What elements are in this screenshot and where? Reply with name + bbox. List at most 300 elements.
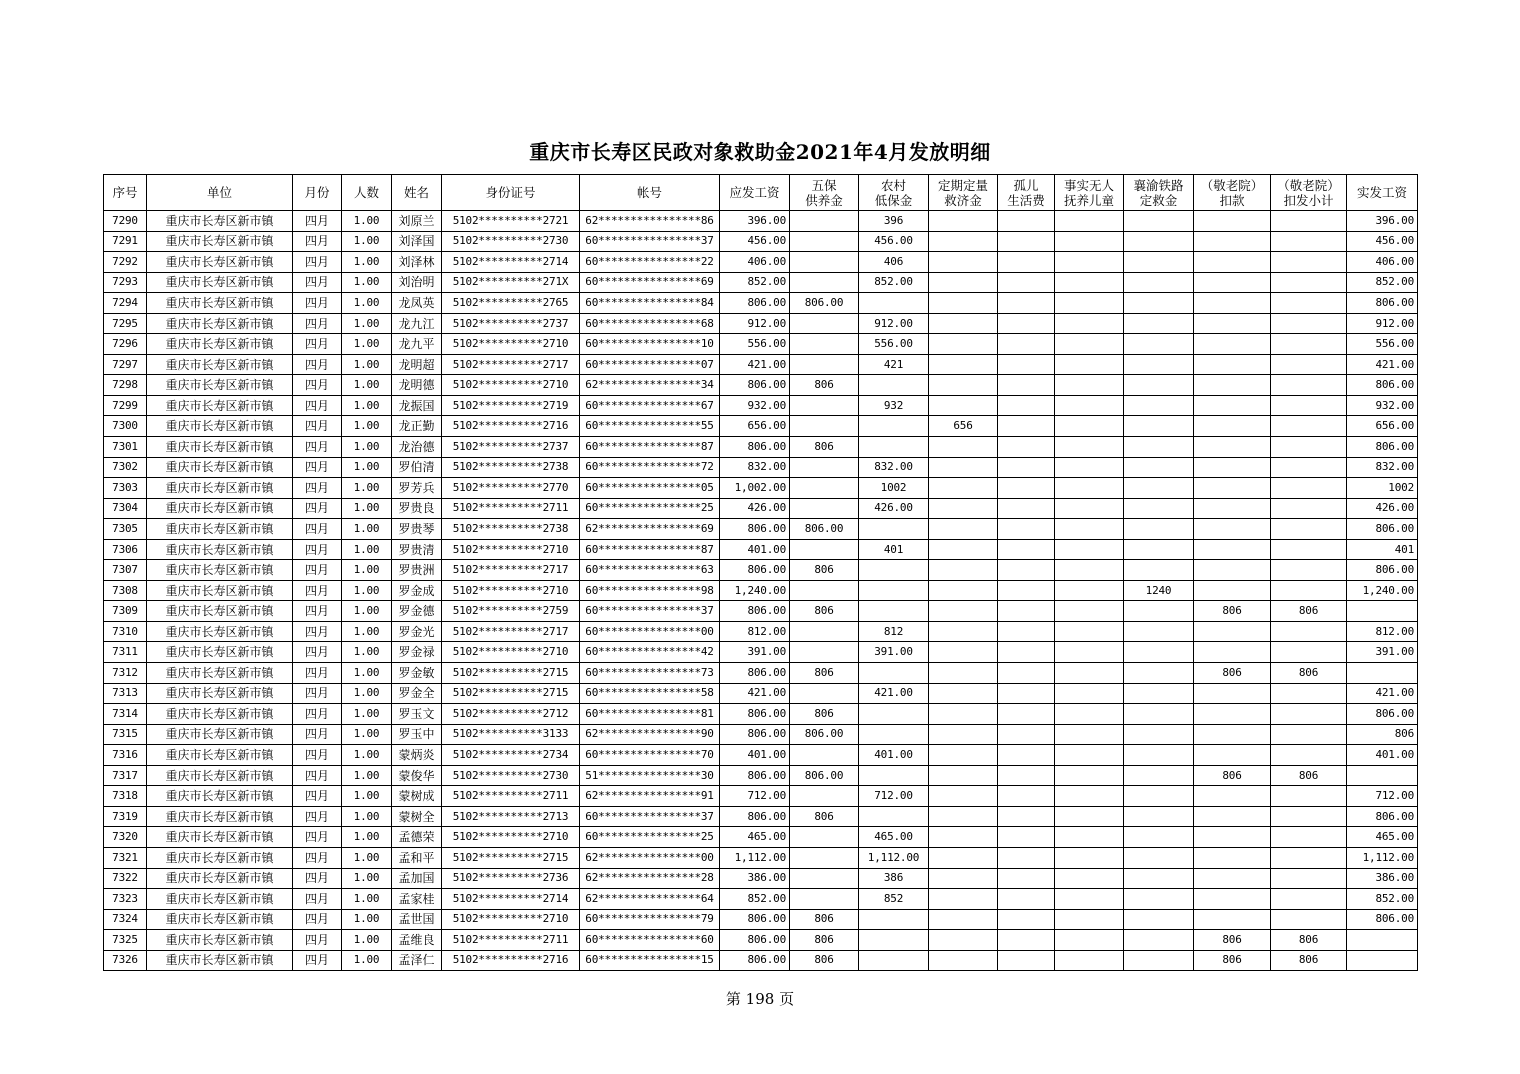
de-facto-unsupported-child-cell	[1055, 498, 1124, 519]
account-number-cell: 60****************22	[580, 252, 720, 273]
unit-cell: 重庆市长寿区新市镇	[147, 272, 293, 293]
rural-minimum-living-cell: 386	[859, 868, 929, 889]
name-cell: 孟和平	[392, 847, 442, 868]
account-number-cell: 60****************87	[580, 539, 720, 560]
nursing-home-deduction-cell	[1194, 313, 1271, 334]
five-guarantee-support-cell: 806	[790, 437, 859, 458]
column-header-line: 孤儿	[1013, 177, 1039, 193]
payable-amount-cell: 806.00	[720, 663, 790, 684]
unit-cell: 重庆市长寿区新市镇	[147, 231, 293, 252]
five-guarantee-support-cell	[790, 745, 859, 766]
nursing-home-deduction-cell	[1194, 806, 1271, 827]
nursing-home-deduction-cell: 806	[1194, 765, 1271, 786]
xiangyu-railway-relief-cell	[1124, 786, 1194, 807]
de-facto-unsupported-child-cell	[1055, 601, 1124, 622]
name-cell: 刘泽国	[392, 231, 442, 252]
de-facto-unsupported-child-cell	[1055, 889, 1124, 910]
regular-relief-cell	[929, 334, 998, 355]
account-number-cell: 62****************69	[580, 519, 720, 540]
payable-amount-cell: 391.00	[720, 642, 790, 663]
account-number-cell: 60****************58	[580, 683, 720, 704]
month-cell: 四月	[293, 375, 342, 396]
regular-relief-cell	[929, 457, 998, 478]
column-header-line: 单位	[206, 185, 232, 200]
rural-minimum-living-cell: 396	[859, 211, 929, 232]
five-guarantee-support-cell	[790, 498, 859, 519]
actual-payment-cell: 912.00	[1347, 313, 1418, 334]
nursing-home-withheld-subtotal-cell	[1271, 457, 1347, 478]
regular-relief-cell	[929, 272, 998, 293]
month-cell: 四月	[293, 519, 342, 540]
column-header-line: 应发工资	[729, 185, 780, 200]
actual-payment-cell: 421.00	[1347, 683, 1418, 704]
account-number-cell: 60****************67	[580, 395, 720, 416]
nursing-home-withheld-subtotal-cell	[1271, 395, 1347, 416]
month-cell: 四月	[293, 416, 342, 437]
de-facto-unsupported-child-cell	[1055, 847, 1124, 868]
month-cell: 四月	[293, 827, 342, 848]
payable-amount-cell: 426.00	[720, 498, 790, 519]
actual-payment-cell: 806.00	[1347, 437, 1418, 458]
de-facto-unsupported-child-cell	[1055, 231, 1124, 252]
xiangyu-railway-relief-cell	[1124, 519, 1194, 540]
de-facto-unsupported-child-cell	[1055, 354, 1124, 375]
name-cell: 罗玉中	[392, 724, 442, 745]
five-guarantee-support-cell	[790, 683, 859, 704]
month-cell: 四月	[293, 560, 342, 581]
five-guarantee-support-cell: 806	[790, 930, 859, 951]
orphan-living-cell	[998, 704, 1055, 725]
unit-cell: 重庆市长寿区新市镇	[147, 868, 293, 889]
month-cell: 四月	[293, 786, 342, 807]
nursing-home-withheld-subtotal-cell	[1271, 211, 1347, 232]
payable-amount-cell: 806.00	[720, 704, 790, 725]
column-header-line: 身份证号	[485, 185, 536, 200]
name-cell: 罗伯清	[392, 457, 442, 478]
regular-relief-cell	[929, 539, 998, 560]
xiangyu-railway-relief-cell	[1124, 601, 1194, 622]
name-cell: 刘原兰	[392, 211, 442, 232]
id-number-cell: 5102**********271X	[442, 272, 580, 293]
table-row	[104, 580, 1418, 601]
nursing-home-deduction-cell	[1194, 847, 1271, 868]
unit-cell: 重庆市长寿区新市镇	[147, 437, 293, 458]
five-guarantee-support-cell	[790, 786, 859, 807]
regular-relief-cell	[929, 252, 998, 273]
serial-no-cell: 7298	[104, 375, 147, 396]
id-number-cell: 5102**********2717	[442, 621, 580, 642]
table-row	[104, 827, 1418, 848]
payable-amount-cell: 421.00	[720, 354, 790, 375]
id-number-cell: 5102**********2730	[442, 231, 580, 252]
headcount-cell: 1.00	[342, 621, 392, 642]
five-guarantee-support-cell: 806	[790, 663, 859, 684]
id-number-cell: 5102**********2716	[442, 416, 580, 437]
account-number-cell: 60****************73	[580, 663, 720, 684]
five-guarantee-support-cell	[790, 827, 859, 848]
nursing-home-withheld-subtotal-cell: 806	[1271, 601, 1347, 622]
orphan-living-cell	[998, 683, 1055, 704]
table-row	[104, 724, 1418, 745]
regular-relief-cell	[929, 375, 998, 396]
column-header-line: 低保金	[874, 192, 913, 208]
unit-cell: 重庆市长寿区新市镇	[147, 519, 293, 540]
account-number-cell: 62****************90	[580, 724, 720, 745]
nursing-home-withheld-subtotal-cell	[1271, 498, 1347, 519]
five-guarantee-support-cell	[790, 252, 859, 273]
rural-minimum-living-cell	[859, 724, 929, 745]
month-cell: 四月	[293, 745, 342, 766]
month-cell: 四月	[293, 930, 342, 951]
id-number-cell: 5102**********2710	[442, 909, 580, 930]
nursing-home-deduction-cell: 806	[1194, 950, 1271, 971]
xiangyu-railway-relief-cell	[1124, 621, 1194, 642]
month-cell: 四月	[293, 683, 342, 704]
actual-payment-cell: 401	[1347, 539, 1418, 560]
account-number-cell: 60****************37	[580, 806, 720, 827]
nursing-home-deduction-cell	[1194, 272, 1271, 293]
serial-no-cell: 7304	[104, 498, 147, 519]
account-number-cell: 60****************00	[580, 621, 720, 642]
rural-minimum-living-cell: 852	[859, 889, 929, 910]
actual-payment-cell	[1347, 930, 1418, 951]
regular-relief-cell	[929, 847, 998, 868]
id-number-cell: 5102**********2738	[442, 519, 580, 540]
payable-amount-cell: 852.00	[720, 889, 790, 910]
column-header	[293, 175, 342, 211]
five-guarantee-support-cell	[790, 272, 859, 293]
payable-amount-cell: 812.00	[720, 621, 790, 642]
xiangyu-railway-relief-cell	[1124, 395, 1194, 416]
serial-no-cell: 7308	[104, 580, 147, 601]
xiangyu-railway-relief-cell	[1124, 334, 1194, 355]
headcount-cell: 1.00	[342, 847, 392, 868]
rural-minimum-living-cell	[859, 909, 929, 930]
serial-no-cell: 7301	[104, 437, 147, 458]
nursing-home-deduction-cell	[1194, 745, 1271, 766]
de-facto-unsupported-child-cell	[1055, 724, 1124, 745]
nursing-home-withheld-subtotal-cell: 806	[1271, 765, 1347, 786]
nursing-home-withheld-subtotal-cell	[1271, 683, 1347, 704]
serial-no-cell: 7311	[104, 642, 147, 663]
xiangyu-railway-relief-cell	[1124, 765, 1194, 786]
payable-amount-cell: 806.00	[720, 950, 790, 971]
headcount-cell: 1.00	[342, 395, 392, 416]
payable-amount-cell: 806.00	[720, 930, 790, 951]
payable-amount-cell: 456.00	[720, 231, 790, 252]
table-row	[104, 354, 1418, 375]
de-facto-unsupported-child-cell	[1055, 375, 1124, 396]
month-cell: 四月	[293, 889, 342, 910]
column-header	[790, 175, 859, 211]
id-number-cell: 5102**********3133	[442, 724, 580, 745]
column-header	[1271, 175, 1347, 211]
orphan-living-cell	[998, 909, 1055, 930]
serial-no-cell: 7313	[104, 683, 147, 704]
headcount-cell: 1.00	[342, 539, 392, 560]
actual-payment-cell: 1,240.00	[1347, 580, 1418, 601]
serial-no-cell: 7295	[104, 313, 147, 334]
de-facto-unsupported-child-cell	[1055, 334, 1124, 355]
serial-no-cell: 7303	[104, 478, 147, 499]
name-cell: 蒙树全	[392, 806, 442, 827]
payable-amount-cell: 806.00	[720, 765, 790, 786]
serial-no-cell: 7296	[104, 334, 147, 355]
rural-minimum-living-cell	[859, 704, 929, 725]
payable-amount-cell: 465.00	[720, 827, 790, 848]
account-number-cell: 51****************30	[580, 765, 720, 786]
orphan-living-cell	[998, 560, 1055, 581]
name-cell: 蒙炳炎	[392, 745, 442, 766]
orphan-living-cell	[998, 930, 1055, 951]
headcount-cell: 1.00	[342, 293, 392, 314]
column-header	[929, 175, 998, 211]
id-number-cell: 5102**********2714	[442, 889, 580, 910]
regular-relief-cell	[929, 519, 998, 540]
actual-payment-cell: 656.00	[1347, 416, 1418, 437]
unit-cell: 重庆市长寿区新市镇	[147, 724, 293, 745]
unit-cell: 重庆市长寿区新市镇	[147, 354, 293, 375]
nursing-home-deduction-cell	[1194, 395, 1271, 416]
name-cell: 孟泽仁	[392, 950, 442, 971]
column-header	[998, 175, 1055, 211]
table-row	[104, 252, 1418, 273]
rural-minimum-living-cell: 556.00	[859, 334, 929, 355]
id-number-cell: 5102**********2714	[442, 252, 580, 273]
nursing-home-deduction-cell	[1194, 683, 1271, 704]
actual-payment-cell: 852.00	[1347, 272, 1418, 293]
unit-cell: 重庆市长寿区新市镇	[147, 252, 293, 273]
five-guarantee-support-cell: 806.00	[790, 765, 859, 786]
rural-minimum-living-cell	[859, 950, 929, 971]
nursing-home-withheld-subtotal-cell: 806	[1271, 663, 1347, 684]
id-number-cell: 5102**********2738	[442, 457, 580, 478]
name-cell: 龙振国	[392, 395, 442, 416]
payable-amount-cell: 852.00	[720, 272, 790, 293]
name-cell: 龙九平	[392, 334, 442, 355]
orphan-living-cell	[998, 724, 1055, 745]
nursing-home-deduction-cell	[1194, 827, 1271, 848]
headcount-cell: 1.00	[342, 437, 392, 458]
account-number-cell: 60****************37	[580, 601, 720, 622]
name-cell: 龙九江	[392, 313, 442, 334]
rural-minimum-living-cell: 426.00	[859, 498, 929, 519]
unit-cell: 重庆市长寿区新市镇	[147, 601, 293, 622]
rural-minimum-living-cell: 912.00	[859, 313, 929, 334]
account-number-cell: 60****************68	[580, 313, 720, 334]
xiangyu-railway-relief-cell	[1124, 211, 1194, 232]
rural-minimum-living-cell	[859, 293, 929, 314]
account-number-cell: 60****************98	[580, 580, 720, 601]
five-guarantee-support-cell	[790, 539, 859, 560]
account-number-cell: 62****************64	[580, 889, 720, 910]
table-row	[104, 765, 1418, 786]
regular-relief-cell	[929, 478, 998, 499]
account-number-cell: 62****************00	[580, 847, 720, 868]
month-cell: 四月	[293, 601, 342, 622]
de-facto-unsupported-child-cell	[1055, 437, 1124, 458]
payable-amount-cell: 932.00	[720, 395, 790, 416]
five-guarantee-support-cell	[790, 395, 859, 416]
table-row	[104, 272, 1418, 293]
rural-minimum-living-cell: 465.00	[859, 827, 929, 848]
headcount-cell: 1.00	[342, 457, 392, 478]
table-row	[104, 663, 1418, 684]
name-cell: 龙治德	[392, 437, 442, 458]
nursing-home-withheld-subtotal-cell	[1271, 745, 1347, 766]
nursing-home-deduction-cell	[1194, 560, 1271, 581]
unit-cell: 重庆市长寿区新市镇	[147, 827, 293, 848]
nursing-home-withheld-subtotal-cell	[1271, 806, 1347, 827]
regular-relief-cell	[929, 621, 998, 642]
xiangyu-railway-relief-cell	[1124, 827, 1194, 848]
regular-relief-cell	[929, 211, 998, 232]
actual-payment-cell: 806.00	[1347, 375, 1418, 396]
column-header	[1194, 175, 1271, 211]
account-number-cell: 60****************81	[580, 704, 720, 725]
nursing-home-deduction-cell	[1194, 786, 1271, 807]
xiangyu-railway-relief-cell	[1124, 478, 1194, 499]
actual-payment-cell: 386.00	[1347, 868, 1418, 889]
orphan-living-cell	[998, 395, 1055, 416]
month-cell: 四月	[293, 457, 342, 478]
headcount-cell: 1.00	[342, 827, 392, 848]
id-number-cell: 5102**********2716	[442, 950, 580, 971]
month-cell: 四月	[293, 498, 342, 519]
xiangyu-railway-relief-cell	[1124, 252, 1194, 273]
nursing-home-withheld-subtotal-cell	[1271, 519, 1347, 540]
id-number-cell: 5102**********2737	[442, 437, 580, 458]
orphan-living-cell	[998, 745, 1055, 766]
table-row	[104, 395, 1418, 416]
headcount-cell: 1.00	[342, 868, 392, 889]
id-number-cell: 5102**********2710	[442, 539, 580, 560]
account-number-cell: 60****************37	[580, 231, 720, 252]
unit-cell: 重庆市长寿区新市镇	[147, 889, 293, 910]
xiangyu-railway-relief-cell	[1124, 231, 1194, 252]
actual-payment-cell: 806	[1347, 724, 1418, 745]
nursing-home-deduction-cell: 806	[1194, 663, 1271, 684]
de-facto-unsupported-child-cell	[1055, 478, 1124, 499]
nursing-home-withheld-subtotal-cell	[1271, 827, 1347, 848]
unit-cell: 重庆市长寿区新市镇	[147, 909, 293, 930]
nursing-home-withheld-subtotal-cell	[1271, 580, 1347, 601]
id-number-cell: 5102**********2715	[442, 683, 580, 704]
headcount-cell: 1.00	[342, 601, 392, 622]
unit-cell: 重庆市长寿区新市镇	[147, 539, 293, 560]
column-header-line: 扣款	[1219, 192, 1245, 208]
five-guarantee-support-cell: 806.00	[790, 293, 859, 314]
payable-amount-cell: 656.00	[720, 416, 790, 437]
five-guarantee-support-cell	[790, 334, 859, 355]
orphan-living-cell	[998, 334, 1055, 355]
id-number-cell: 5102**********2710	[442, 642, 580, 663]
orphan-living-cell	[998, 293, 1055, 314]
unit-cell: 重庆市长寿区新市镇	[147, 580, 293, 601]
name-cell: 龙正勤	[392, 416, 442, 437]
name-cell: 孟家桂	[392, 889, 442, 910]
month-cell: 四月	[293, 395, 342, 416]
xiangyu-railway-relief-cell	[1124, 457, 1194, 478]
headcount-cell: 1.00	[342, 663, 392, 684]
id-number-cell: 5102**********2715	[442, 663, 580, 684]
nursing-home-deduction-cell	[1194, 231, 1271, 252]
headcount-cell: 1.00	[342, 416, 392, 437]
nursing-home-deduction-cell	[1194, 478, 1271, 499]
rural-minimum-living-cell: 1,112.00	[859, 847, 929, 868]
regular-relief-cell	[929, 745, 998, 766]
five-guarantee-support-cell: 806	[790, 704, 859, 725]
five-guarantee-support-cell	[790, 478, 859, 499]
column-header	[342, 175, 392, 211]
headcount-cell: 1.00	[342, 765, 392, 786]
payable-amount-cell: 806.00	[720, 806, 790, 827]
column-header	[720, 175, 790, 211]
payable-amount-cell: 386.00	[720, 868, 790, 889]
table-row	[104, 313, 1418, 334]
payable-amount-cell: 1,002.00	[720, 478, 790, 499]
nursing-home-withheld-subtotal-cell	[1271, 642, 1347, 663]
five-guarantee-support-cell: 806	[790, 950, 859, 971]
actual-payment-cell: 1,112.00	[1347, 847, 1418, 868]
nursing-home-deduction-cell	[1194, 519, 1271, 540]
unit-cell: 重庆市长寿区新市镇	[147, 786, 293, 807]
nursing-home-withheld-subtotal-cell	[1271, 724, 1347, 745]
de-facto-unsupported-child-cell	[1055, 765, 1124, 786]
nursing-home-deduction-cell	[1194, 211, 1271, 232]
name-cell: 孟加国	[392, 868, 442, 889]
actual-payment-cell: 391.00	[1347, 642, 1418, 663]
de-facto-unsupported-child-cell	[1055, 252, 1124, 273]
month-cell: 四月	[293, 909, 342, 930]
id-number-cell: 5102**********2710	[442, 334, 580, 355]
month-cell: 四月	[293, 642, 342, 663]
payable-amount-cell: 401.00	[720, 539, 790, 560]
name-cell: 龙明德	[392, 375, 442, 396]
actual-payment-cell: 806.00	[1347, 704, 1418, 725]
rural-minimum-living-cell: 932	[859, 395, 929, 416]
payable-amount-cell: 401.00	[720, 745, 790, 766]
nursing-home-deduction-cell	[1194, 416, 1271, 437]
nursing-home-withheld-subtotal-cell	[1271, 416, 1347, 437]
id-number-cell: 5102**********2734	[442, 745, 580, 766]
serial-no-cell: 7294	[104, 293, 147, 314]
name-cell: 罗金禄	[392, 642, 442, 663]
table-row	[104, 375, 1418, 396]
de-facto-unsupported-child-cell	[1055, 621, 1124, 642]
rural-minimum-living-cell	[859, 580, 929, 601]
nursing-home-deduction-cell	[1194, 252, 1271, 273]
serial-no-cell: 7290	[104, 211, 147, 232]
name-cell: 罗金光	[392, 621, 442, 642]
name-cell: 龙凤英	[392, 293, 442, 314]
orphan-living-cell	[998, 539, 1055, 560]
five-guarantee-support-cell	[790, 642, 859, 663]
id-number-cell: 5102**********2717	[442, 354, 580, 375]
column-header	[580, 175, 720, 211]
serial-no-cell: 7306	[104, 539, 147, 560]
id-number-cell: 5102**********2730	[442, 765, 580, 786]
id-number-cell: 5102**********2717	[442, 560, 580, 581]
serial-no-cell: 7310	[104, 621, 147, 642]
id-number-cell: 5102**********2712	[442, 704, 580, 725]
five-guarantee-support-cell	[790, 211, 859, 232]
account-number-cell: 62****************28	[580, 868, 720, 889]
rural-minimum-living-cell: 832.00	[859, 457, 929, 478]
rural-minimum-living-cell: 401.00	[859, 745, 929, 766]
regular-relief-cell	[929, 950, 998, 971]
orphan-living-cell	[998, 601, 1055, 622]
